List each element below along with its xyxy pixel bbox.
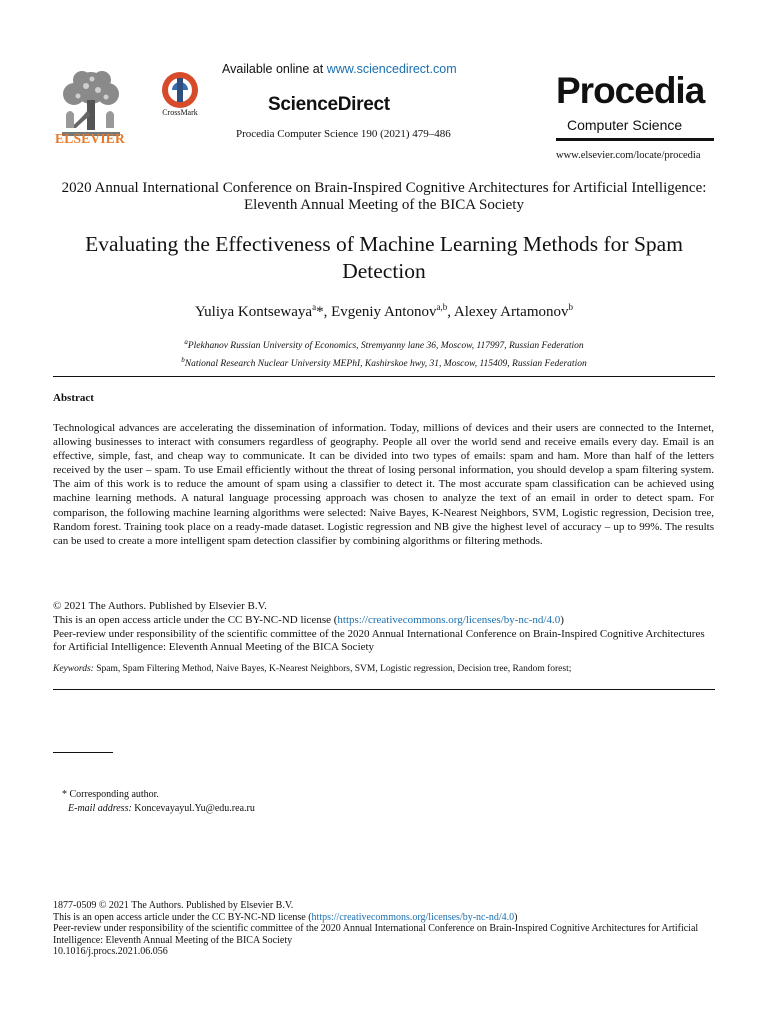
peer-review-line: Peer-review under responsibility of the scientific committee of the 2020 Annual International Conference on Brain-Inspired Cognitive Architectures for Artificial Intelligence: Eleventh Annual Meeting of the BICA Society [53,627,705,654]
publication-info [53,900,723,958]
keywords-text: Spam, Spam Filtering Method, Naive Bayes, K-Nearest Neighbors, SVM, Logistic regression, Decision tree, Random forest; [93,664,572,674]
email-address[interactable]: Koncevayayul.Yu@edu.rea.ru [131,803,255,814]
section-divider [53,376,715,377]
procedia-logo-subtitle: Computer Science [567,117,683,133]
availability-line [222,62,457,76]
available-prefix: Available online at [222,62,327,76]
copyright-block [53,600,715,655]
author-name: Alexey Artamonov [453,304,569,320]
sciencedirect-link[interactable]: www.sciencedirect.com [326,62,457,76]
affiliation-item [40,336,728,354]
bottom-license-suffix: ) [514,911,518,923]
email-label: E-mail address: [68,803,132,814]
bottom-license-line [53,912,723,924]
crossmark-label: CrossMark [162,108,198,117]
author-list [40,302,728,321]
journal-citation: Procedia Computer Science 190 (2021) 479–486 [236,128,451,140]
section-divider [53,689,715,690]
bottom-peer-review: Peer-review under responsibility of the scientific committee of the 2020 Annual International Conference on Brain-Inspired Cognitive Architectures for Artificial Intelligence: Eleventh Annual Meeting of the BICA Society [53,923,699,946]
footnote [62,788,255,816]
affiliation-item [40,354,728,372]
footnote-divider [53,752,113,753]
issn-line: 1877-0509 © 2021 The Authors. Published by Elsevier B.V. [53,900,294,911]
keywords-label: Keywords: [53,664,94,674]
author-sep: , [447,304,454,320]
author-name: Yuliya Kontsewaya [195,304,313,320]
conference-name: 2020 Annual International Conference on Brain-Inspired Cognitive Architectures for Artificial Intelligence: Eleventh Annual Meeting of the BICA Society [61,180,707,213]
sciencedirect-brand: ScienceDirect [268,94,390,115]
affiliation-list [40,336,728,371]
abstract-heading: Abstract [53,392,94,404]
affiliation-sup: b [181,355,185,364]
crossmark-icon[interactable] [160,70,200,110]
publisher-name: ELSEVIER [55,131,125,146]
author-sep: *, [316,304,332,320]
affiliation-text: National Research Nuclear University MEPhI, Kashirskoe hwy, 31, Moscow, 115409, Russian Federation [184,358,587,369]
author-affil-sup: b [568,302,573,312]
license-prefix: This is an open access article under the CC BY-NC-ND license ( [53,613,338,626]
author-affil-sup: a [312,302,317,312]
doi[interactable]: 10.1016/j.procs.2021.06.056 [53,946,168,958]
keywords-line [53,664,715,674]
paper-title: Evaluating the Effectiveness of Machine Learning Methods for Spam Detection [85,232,683,283]
affiliation-text: Plekhanov Russian University of Economics, Stremyanny lane 36, Moscow, 117997, Russian Federation [187,341,584,352]
abstract-body: Technological advances are accelerating the dissemination of information. Today, millions of devices and their users are connected to the Internet, allowing businesses to interact with consumers regardless of geography. People all over the world send and receive emails every day. Email is an effective, simple, fast, and cheap way to communicate. It can be divided into two types of emails: spam and ham. More than half of the letters received by the user – spam. To use Email efficiently without the threat of losing personal information, you should develop a spam filtering system. The aim of this work is to reduce the amount of spam using a classifier to detect it. The most accurate spam classification can be achieved using machine learning methods. A natural language processing approach was chosen to analyze the text of an email in order to detect spam. For comparison, the following machine learning algorithms were selected: Naive Bayes, K-Nearest Neighbors, SVM, Logistic regression, Decision tree, Random forest. Training took place on a ready-made dataset. Logistic regression and NB give the highest level of accuracy – up to 99%. The results can be used to create a more intelligent spam detection classifier by combining algorithms or filtering methods. [53,422,714,547]
bottom-license-link[interactable]: https://creativecommons.org/licenses/by-nc-nd/4.0 [311,911,515,923]
email-line [62,802,255,816]
affiliation-sup: a [184,338,188,346]
procedia-divider [556,138,714,141]
license-link[interactable]: https://creativecommons.org/licenses/by-nc-nd/4.0 [337,613,561,626]
author-name: Evgeniy Antonov [331,304,437,320]
copyright-line: © 2021 The Authors. Published by Elsevier B.V. [53,600,267,612]
corresponding-author-note: * Corresponding author. [62,789,159,800]
license-suffix: ) [560,613,564,626]
author-affil-sup: a,b [436,302,448,312]
procedia-url[interactable]: www.elsevier.com/locate/procedia [556,150,701,161]
bottom-license-prefix: This is an open access article under the CC BY-NC-ND license ( [53,911,312,923]
license-line [53,614,715,628]
procedia-logo-title: Procedia [556,70,705,111]
